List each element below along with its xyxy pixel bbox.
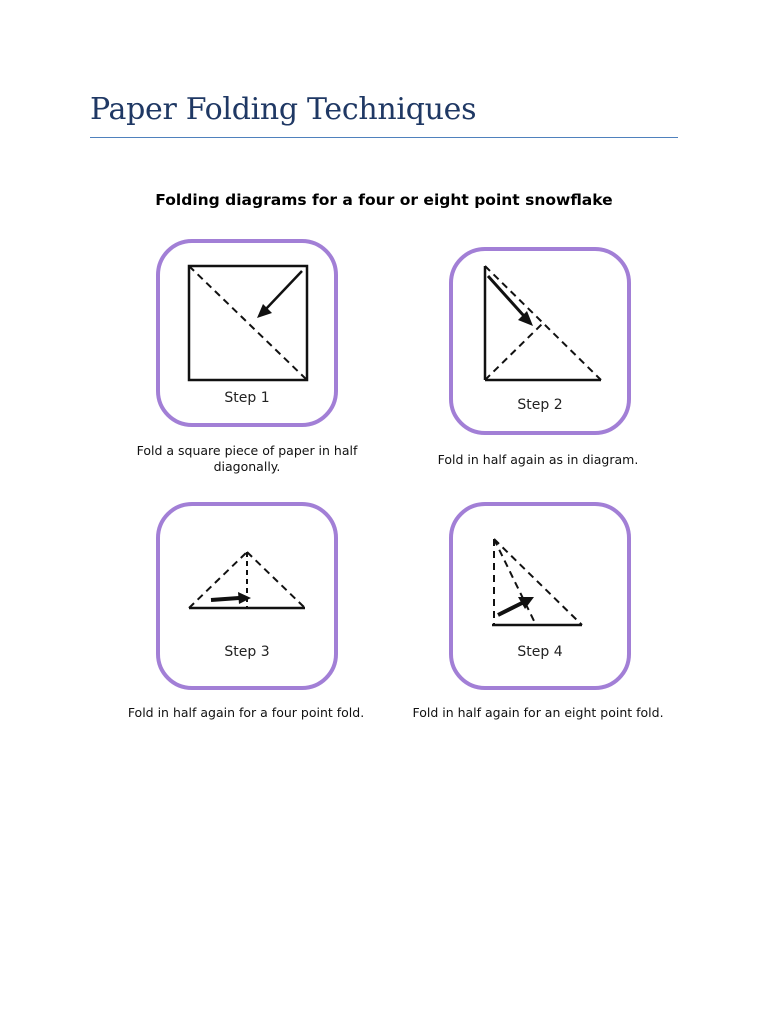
step-1-caption: Fold a square piece of paper in half diagonally. — [136, 443, 358, 474]
step-1-label: Step 1 — [224, 390, 270, 406]
step-3-label: Step 3 — [224, 644, 270, 660]
page-title: Paper Folding Techniques — [90, 92, 477, 127]
step-2-caption: Fold in half again as in diagram. — [437, 452, 639, 467]
step-1-diagram — [155, 238, 339, 428]
step-4-diagram — [448, 501, 632, 691]
step-3-diagram — [155, 501, 339, 691]
title-underline — [90, 137, 678, 138]
step-4-caption: Fold in half again for an eight point fold. — [412, 705, 664, 720]
diagram-heading: Folding diagrams for a four or eight point snowflake — [155, 191, 613, 209]
step-2-diagram — [448, 246, 632, 436]
step-2-label: Step 2 — [517, 397, 563, 413]
step-3-caption: Fold in half again for a four point fold. — [127, 705, 365, 720]
step-4-label: Step 4 — [517, 644, 563, 660]
